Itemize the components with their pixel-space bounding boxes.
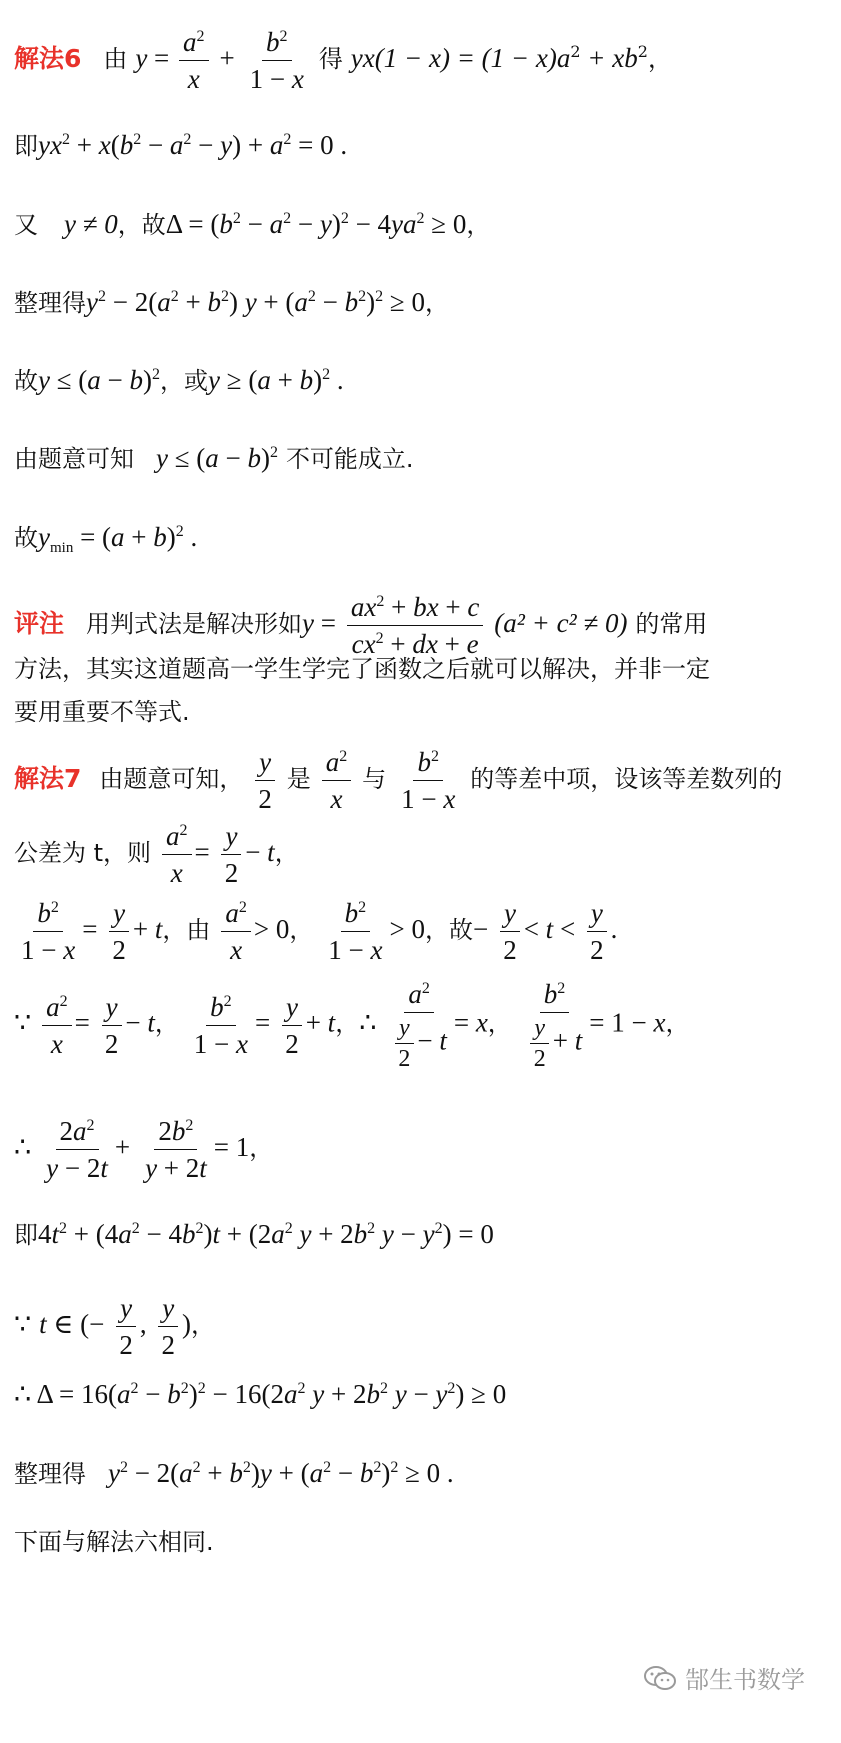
m6-line-5: 故$y \le (a - b)^2$，或$y \ge (a + b)^2$ . (14, 365, 344, 395)
m6-line-6: 由题意可知 $y \le (a - b)^2$ 不可能成立. (14, 443, 414, 473)
fraction: $\frac{b^2}{1 - x}$ (328, 898, 383, 965)
m6-line-1: 解法6 由 y = $\frac{a^2}{x}$ + $\frac{b^2}{1 - x}$ 得 $yx(1 - x) = (1 - x)a^2 + xb^2$， (14, 27, 672, 94)
fraction: $\frac{y}{2}$ (158, 1292, 180, 1361)
fraction: $\frac{y}{2}$ (281, 991, 303, 1060)
m6-line-3: 又 y ≠ 0，故$\Delta = (b^2 - a^2 - y)^2 - 4ya^2 \ge 0$， (14, 209, 491, 239)
watermark (643, 1660, 805, 1695)
m6-line-7: 故$y_{min} = (a + b)^2$ . (14, 522, 198, 556)
m7-line-2: 公差为 t，则 $\frac{a^2}{x}$ = $\frac{y}{2}$ − t， (14, 821, 299, 888)
fraction: $\frac{y}{2}$ (499, 897, 521, 966)
fraction: $\frac{y}{2}$ (108, 897, 130, 966)
fraction: $\frac{2a^2}{y - 2t}$ (46, 1116, 108, 1183)
fraction: $\frac{y}{2}$ (254, 746, 276, 815)
comment-label: 评注 (14, 609, 65, 638)
comment-line-2: 方法，其实这道题高一学生学完了函数之后就可以解决，并非一定 (14, 655, 710, 683)
fraction: $\frac{a^2}{x}$ (42, 991, 72, 1060)
wechat-icon (643, 1665, 677, 1691)
m7-line-9: 整理得 $y^2 - 2(a^2 + b^2)y + (a^2 - b^2)^2 \ge 0$ . (14, 1458, 454, 1488)
fraction: $\frac{ax^2 + bx + c}{cx^2 + dx + e}$ (347, 591, 483, 660)
fraction: $a^2$ $\frac{y}{2}$ − t (387, 978, 451, 1072)
fraction: $\frac{a^2}{x}$ (322, 746, 352, 815)
fraction: $\frac{2b^2}{y + 2t}$ (145, 1116, 207, 1183)
fraction: $\frac{a^2}{x}$ (162, 820, 192, 889)
m6-line-2: 即$yx^2 + x(b^2 - a^2 - y) + a^2 = 0$ . (14, 130, 348, 160)
fraction: $\frac{b^2}{1 - x}$ (249, 27, 304, 94)
fraction: $\frac{y}{2}$ (101, 991, 123, 1060)
comment-line-1: 评注 用判式法是解决形如y = $\frac{ax^2 + bx + c}{cx^2 + dx + e}$ (a² + c² ≠ 0) 的常用 (14, 592, 708, 659)
fraction: $\frac{y}{2}$ (586, 897, 608, 966)
m7-line-5: ∴ $\frac{2a^2}{y - 2t}$ + $\frac{2b^2}{y + 2t}$ = 1， (14, 1116, 274, 1183)
comment-line-3: 要用重要不等式. (14, 698, 190, 726)
fraction: $\frac{a^2}{x}$ (221, 897, 251, 966)
method6-label: 解法6 (14, 44, 82, 73)
m7-line-4: ∵ $\frac{a^2}{x}$ = $\frac{y}{2}$ − t， $\frac{b^2}{1 - x}$ = $\frac{y}{2}$ + t，∴ $a^2$ $\frac{y}{2}$ − t = x， $b^2$ $\frac{y}{2}$ + t = 1 − x， (14, 979, 690, 1072)
m7-line-3: $\frac{b^2}{1 - x}$ = $\frac{y}{2}$ + t，由 $\frac{a^2}{x}$ > 0， $\frac{b^2}{1 - x}$ > 0，故− $\frac{y}{2}$ < t < $\frac{y}{2}$ . (14, 897, 617, 966)
method7-label: 解法7 (14, 764, 82, 793)
fraction: $\frac{b^2}{1 - x}$ (193, 991, 248, 1059)
fraction: $\frac{b^2}{1 - x}$ (401, 747, 456, 814)
m7-line-7: ∵ t ∈ (− $\frac{y}{2}$ , $\frac{y}{2}$ )， (14, 1293, 216, 1360)
m6-line-4: 整理得$y^2 - 2(a^2 + b^2) y + (a^2 - b^2)^2 \ge 0$， (14, 287, 449, 317)
m7-line-6: 即$4t^2 + (4a^2 - 4b^2)t + (2a^2$ $y + 2b^2$ $y - y^2) = 0$ (14, 1219, 494, 1249)
watermark-text: 郜生书数学 (685, 1666, 805, 1694)
fraction: $\frac{b^2}{1 - x}$ (21, 898, 76, 965)
fraction: $\frac{y}{2}$ (221, 820, 243, 889)
m7-line-1: 解法7 由题意可知， $\frac{y}{2}$ 是 $\frac{a^2}{x}$ 与 $\frac{b^2}{1 - x}$ 的等差中项，设该等差数列的 (14, 747, 783, 814)
fraction: $b^2$ $\frac{y}{2}$ + t (523, 978, 587, 1072)
m7-line-8: ∴ $\Delta = 16(a^2 - b^2)^2 - 16(2a^2$ $y + 2b^2$ $y - y^2) \ge 0$ (14, 1379, 507, 1409)
m7-last-line: 下面与解法六相同. (14, 1528, 214, 1556)
fraction: $\frac{y}{2}$ (115, 1292, 137, 1361)
fraction: $\frac{a^2}{x}$ (179, 26, 209, 95)
